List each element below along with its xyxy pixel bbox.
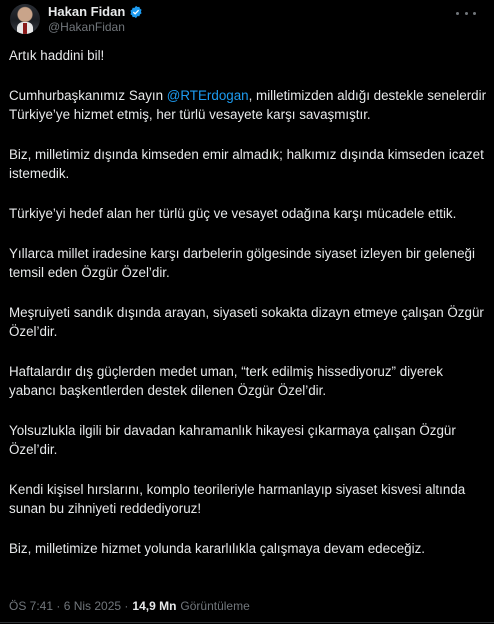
tweet-paragraph-6: Meşruiyeti sandık dışında arayan, siyaseti sokakta dizayn etmeye çalışan Özgür Özel’dir. bbox=[9, 305, 484, 339]
author-name-row bbox=[48, 4, 143, 19]
more-options-icon[interactable] bbox=[456, 6, 476, 20]
tweet-paragraph-4: Türkiye’yi hedef alan her türlü güç ve vesayet odağına karşı mücadele ettik. bbox=[9, 206, 457, 221]
tweet-paragraph-1: Artık haddini bil! bbox=[9, 48, 105, 63]
timestamp[interactable]: ÖS 7:41 · 6 Nis 2025 · bbox=[9, 599, 129, 613]
divider bbox=[0, 622, 494, 623]
tweet-header bbox=[8, 0, 486, 40]
author-avatar[interactable] bbox=[10, 4, 40, 34]
paragraph-text: , milletimizden aldığı destekle senelerdir Türkiye’ye hizmet etmiş, her türlü vesayete karşı savaşmıştır. bbox=[9, 88, 487, 122]
tweet-paragraph-2 bbox=[9, 86, 489, 124]
tweet-body bbox=[9, 46, 489, 579]
views-label: Görüntüleme bbox=[180, 599, 250, 613]
tweet-paragraph-5: Yıllarca millet iradesine karşı darbelerin gölgesinde siyaset izleyen bir geleneği temsil eden Özgür Özel’dir. bbox=[9, 246, 475, 280]
author-name[interactable]: Hakan Fidan bbox=[48, 4, 126, 19]
verified-badge-icon bbox=[129, 5, 143, 19]
tweet-paragraph-8: Yolsuzlukla ilgili bir davadan kahramanlık hikayesi çıkarmaya çalışan Özgür Özel’dir. bbox=[9, 423, 456, 457]
tweet-paragraph-7: Haftalardır dış güçlerden medet uman, “terk edilmiş hissediyoruz” diyerek yabancı başkentlerden destek dilenen Özgür Özel’dir. bbox=[9, 364, 443, 398]
mention-link[interactable]: @RTErdogan bbox=[166, 88, 249, 103]
author-handle[interactable]: @HakanFidan bbox=[48, 20, 125, 34]
tweet-paragraph-3: Biz, milletimiz dışında kimseden emir almadık; halkımız dışında kimseden icazet istemedik. bbox=[9, 147, 484, 181]
paragraph-text: Cumhurbaşkanımız Sayın bbox=[9, 88, 167, 103]
tweet-paragraph-9: Kendi kişisel hırslarını, komplo teorileriyle harmanlayıp siyaset kisvesi altında sunan bu zihniyeti reddediyoruz! bbox=[9, 482, 466, 516]
views-count: 14,9 Mn bbox=[132, 599, 177, 613]
tweet-meta bbox=[9, 599, 250, 613]
tweet-paragraph-10: Biz, milletimize hizmet yolunda kararlılıkla çalışmaya devam edeceğiz. bbox=[9, 541, 426, 556]
